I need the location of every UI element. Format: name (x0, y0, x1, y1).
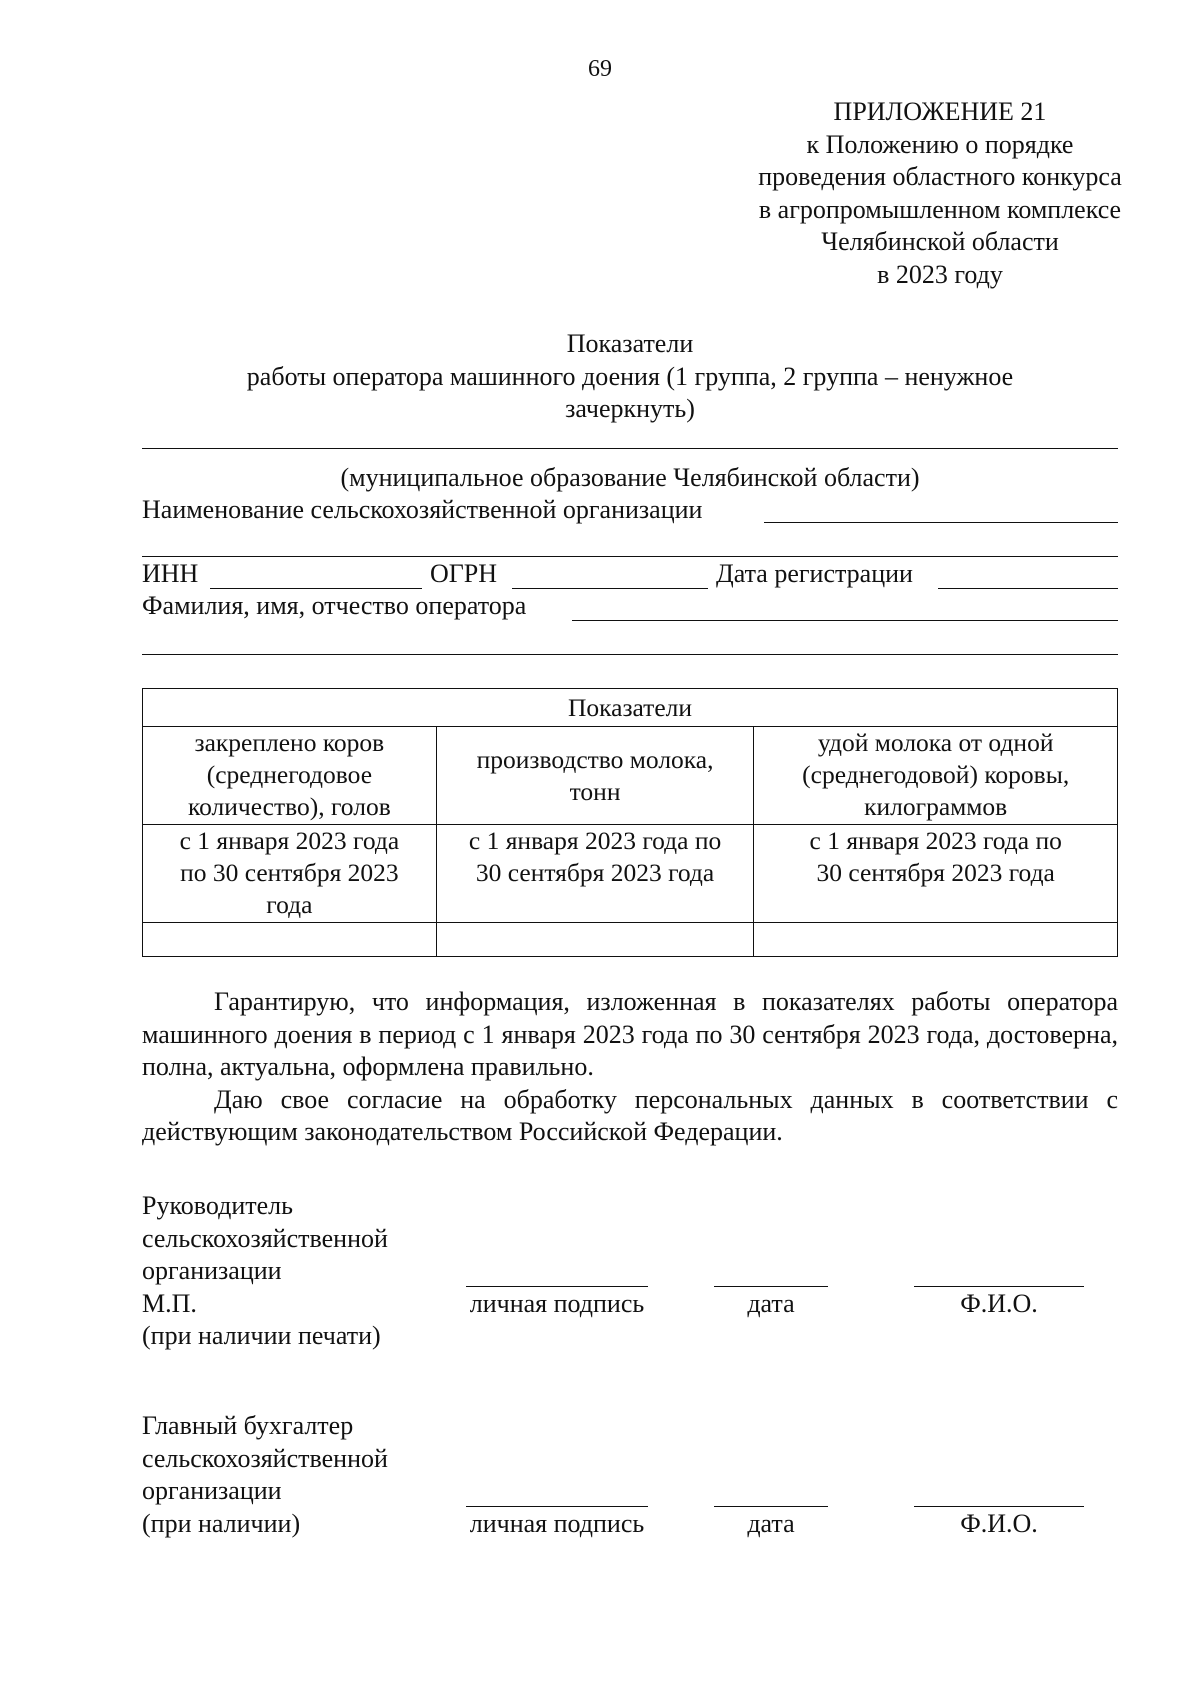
operator-label: Фамилия, имя, отчество оператора (142, 591, 527, 620)
table-title: Показатели (143, 689, 1118, 727)
period-text: с 1 января 2023 года по (468, 826, 722, 855)
period-text: 30 сентября 2023 года (475, 858, 715, 887)
ogrn-label: ОГРН (430, 559, 498, 588)
heading-line: зачеркнуть) (565, 394, 695, 423)
guarantee-paragraph: Гарантирую, что информация, изложенная в показателях работы оператора машинного доения в период с 1 января 2023 года по 30 сентября 2023 года, достоверна, полна, актуальна, оформлена правильно. (142, 987, 1118, 1081)
accountant-signature-caption: личная подпись (469, 1509, 645, 1538)
header-text: килограммов (864, 792, 1008, 821)
signatory-line: организации (142, 1256, 282, 1285)
appendix-line: в 2023 году (877, 259, 1003, 289)
appendix-line: Челябинской области (821, 227, 1059, 256)
appendix-block (700, 96, 1180, 291)
header-text: количество), голов (188, 792, 391, 821)
org-name-label: Наименование сельскохозяйственной организации (142, 495, 703, 524)
stamp-label: М.П. (142, 1288, 197, 1318)
guarantee-block (142, 986, 1118, 1149)
consent-paragraph: Даю свое согласие на обработку персональных данных в соответствии с действующим законодательством Российской Федерации. (142, 1084, 1118, 1146)
accountant-date-field[interactable] (714, 1506, 828, 1507)
reg-date-field[interactable] (938, 588, 1118, 589)
signatory-line: Главный бухгалтер (142, 1411, 354, 1440)
inn-field[interactable] (210, 588, 422, 589)
signatory-line: Руководитель (142, 1191, 293, 1220)
head-signature-field[interactable] (466, 1286, 648, 1287)
head-signature-label (142, 1190, 388, 1353)
municipality-field-line[interactable] (142, 448, 1118, 449)
signatory-line: (при наличии печати) (142, 1321, 381, 1350)
period-cell (143, 825, 437, 923)
value-cell-milk-production[interactable] (436, 923, 754, 957)
appendix-line: к Положению о порядке (806, 129, 1074, 159)
period-cell (754, 825, 1118, 923)
signatory-line: сельскохозяйственной (142, 1223, 388, 1253)
period-cell (436, 825, 754, 923)
period-text: с 1 января 2023 года по (809, 826, 1062, 855)
value-cell-milk-yield[interactable] (754, 923, 1118, 957)
head-signature-caption: личная подпись (469, 1289, 645, 1318)
reg-date-label: Дата регистрации (716, 559, 913, 588)
table-title-row (143, 689, 1118, 727)
operator-name-field[interactable] (572, 620, 1118, 621)
org-name-field-continuation[interactable] (142, 556, 1118, 557)
accountant-fio-field[interactable] (914, 1506, 1084, 1507)
period-text: с 1 января 2023 года (179, 826, 400, 855)
header-text: производство молока, (476, 744, 714, 774)
ogrn-field[interactable] (512, 588, 708, 589)
head-fio-caption: Ф.И.О. (960, 1289, 1038, 1318)
header-text: тонн (569, 776, 621, 806)
appendix-line: в агропромышленном комплексе (758, 194, 1122, 224)
operator-name-field-continuation[interactable] (142, 654, 1118, 655)
header-text: (среднегодовое (206, 760, 373, 789)
header-milk-production-cell (436, 727, 754, 825)
table-period-row (143, 825, 1118, 923)
appendix-line: проведения областного конкурса (758, 162, 1122, 191)
period-text: 30 сентября 2023 года (816, 858, 1055, 887)
org-name-field[interactable] (764, 522, 1118, 523)
table-header-row (143, 727, 1118, 825)
municipality-caption: (муниципальное образование Челябинской области) (340, 463, 920, 492)
signatory-line: (при наличии) (142, 1508, 301, 1538)
head-date-caption: дата (747, 1289, 795, 1318)
accountant-signature-label (142, 1410, 388, 1540)
signatory-line: организации (142, 1476, 282, 1505)
appendix-title: ПРИЛОЖЕНИЕ 21 (833, 97, 1047, 126)
page-number: 69 (588, 56, 612, 82)
table-value-row (143, 923, 1118, 957)
accountant-signature-field[interactable] (466, 1506, 648, 1507)
period-text: по 30 сентября 2023 (180, 858, 399, 887)
period-text: года (266, 890, 313, 919)
head-fio-field[interactable] (914, 1286, 1084, 1287)
header-text: (среднегодовой) коровы, (802, 760, 1070, 789)
indicators-table (142, 688, 1118, 957)
signatory-line: сельскохозяйственной (142, 1443, 388, 1473)
accountant-fio-caption: Ф.И.О. (960, 1509, 1038, 1538)
header-text: удой молока от одной (817, 728, 1054, 757)
value-cell-cows[interactable] (143, 923, 437, 957)
inn-label: ИНН (142, 559, 199, 588)
heading-line: работы оператора машинного доения (1 группа, 2 группа – ненужное (246, 361, 1014, 391)
heading-title: Показатели (566, 329, 694, 358)
header-cows-cell (143, 727, 437, 825)
header-text: закреплено коров (194, 728, 385, 757)
head-date-field[interactable] (714, 1286, 828, 1287)
document-heading (140, 328, 1120, 426)
accountant-date-caption: дата (747, 1509, 795, 1538)
header-milk-yield-cell (754, 727, 1118, 825)
